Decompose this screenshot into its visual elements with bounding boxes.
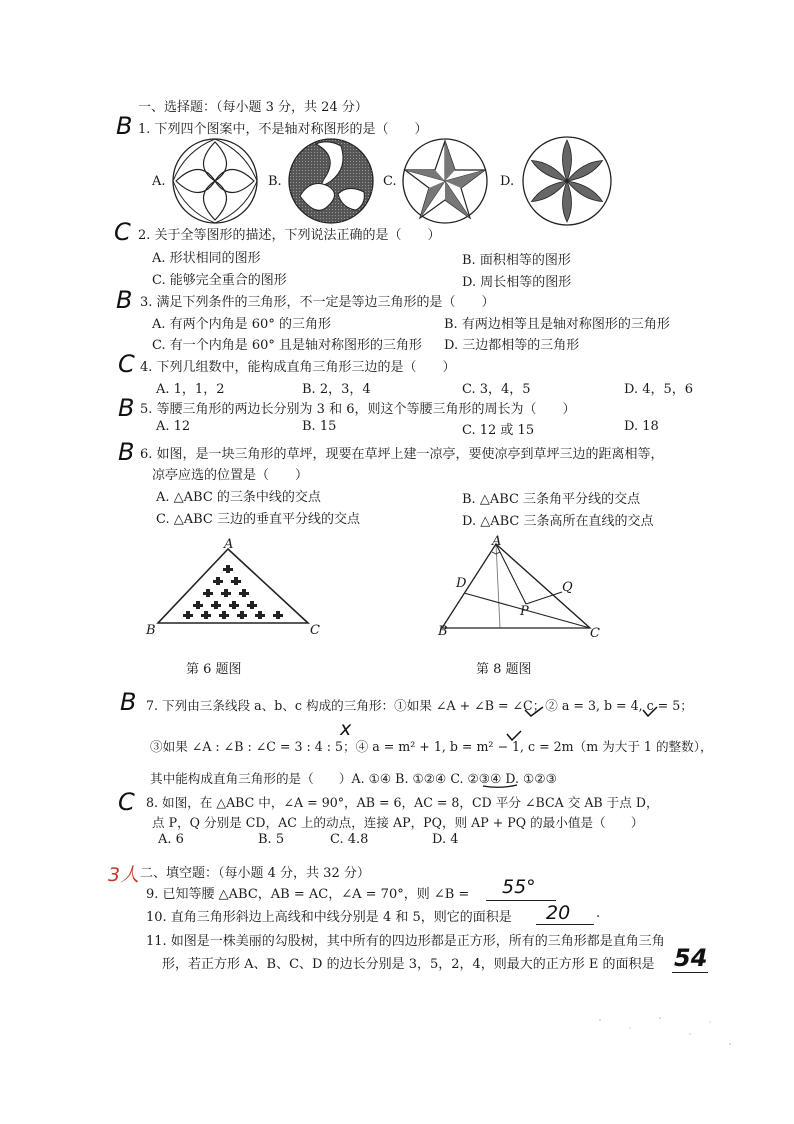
q5-handwritten-answer: B [118, 394, 135, 422]
q4-handwritten-answer: C [118, 350, 135, 378]
q1-option-d-label: D. [500, 174, 515, 189]
q8-line-2: 点 P，Q 分别是 CD，AC 上的动点，连接 AP，PQ，则 AP + PQ 的最小值是（ ） [152, 815, 644, 830]
q6-option-b: B. △ABC 三条角平分线的交点 [462, 492, 641, 507]
figure-6-label-a: A [224, 537, 234, 552]
q2-option-c: C. 能够完全重合的图形 [152, 273, 287, 288]
q4-option-d: D. 4，5，6 [624, 382, 694, 397]
q1-option-a-label: A. [152, 174, 166, 189]
q6-option-d: D. △ABC 三条高所在直线的交点 [462, 514, 654, 529]
q1-option-b-label: B. [268, 174, 282, 189]
figure-8-label-p: P [520, 604, 529, 619]
figure-6-caption: 第 6 题图 [186, 662, 242, 677]
figure-8-label-d: D [456, 576, 467, 591]
figure-8-label-b: B [438, 624, 448, 639]
q1-stem: 1. 下列四个图案中，不是轴对称图形的是（ ） [138, 122, 428, 137]
q3-option-b: B. 有两边相等且是轴对称图形的三角形 [444, 317, 670, 332]
q11-handwritten-answer: 54 [674, 944, 708, 972]
q8-option-d: D. 4 [432, 832, 459, 847]
section2-score-mark: 3人 [108, 864, 140, 886]
q11-line-1: 11. 如图是一株美丽的勾股树，其中所有的四边形都是正方形，所有的三角形都是直角三角 [146, 934, 665, 949]
q10-handwritten-answer: 20 [546, 902, 571, 924]
grass-tuft-icon [223, 565, 233, 573]
figure-6-label-b: B [146, 623, 156, 638]
q8-option-a: A. 6 [158, 832, 184, 847]
q4-option-c: C. 3，4，5 [462, 382, 531, 397]
q7-handwritten-answer: B [120, 688, 137, 716]
q5-option-d: D. 18 [624, 419, 659, 434]
q10-answer-blank[interactable] [536, 924, 594, 925]
q7-underline-mark [482, 783, 518, 789]
q7-line-3: 其中能构成直角三角形的是（ ）A. ①④ B. ①②④ C. ②③④ D. ①②③ [150, 771, 557, 786]
figure-6-label-c: C [310, 623, 320, 638]
q10-tail: . [596, 906, 601, 921]
q2-option-a: A. 形状相同的图形 [152, 251, 261, 266]
q1-handwritten-answer: B [116, 112, 133, 140]
q4-option-b: B. 2，3，4 [302, 382, 371, 397]
q5-option-a: A. 12 [156, 419, 191, 434]
q7-line-1: 7. 下列由三条线段 a、b、c 构成的三角形：①如果 ∠A + ∠B = ∠C；② a = 3, b = 4, c = 5； [146, 698, 693, 713]
q6-handwritten-answer: B [118, 438, 135, 466]
q7-check-mark-icon-3 [506, 730, 522, 742]
q6-stem-line-2: 凉亭应选的位置是（ ） [152, 468, 309, 483]
q2-stem: 2. 关于全等图形的描述，下列说法正确的是（ ） [138, 228, 441, 243]
q4-option-a: A. 1，1，2 [156, 382, 225, 397]
q11-answer-blank[interactable] [672, 972, 708, 973]
section1-header: 一、选择题：（每小题 3 分，共 24 分） [138, 100, 368, 115]
q7-check-mark-icon [524, 706, 544, 718]
figure-8-label-q: Q [562, 580, 573, 595]
q3-stem: 3. 满足下列条件的三角形，不一定是等边三角形的是（ ） [140, 295, 495, 310]
q8-line-1: 8. 如图，在 △ABC 中，∠A = 90°，AB = 6，AC = 8，CD 平分 ∠BCA 交 AB 于点 D， [146, 795, 659, 810]
q5-option-b: B. 15 [302, 419, 337, 434]
q9-answer-blank[interactable] [486, 900, 556, 901]
q3-option-d: D. 三边都相等的三角形 [444, 338, 580, 353]
figure-8-label-c: C [590, 626, 600, 641]
q9-text: 9. 已知等腰 △ABC，AB = AC，∠A = 70°，则 ∠B = [146, 887, 470, 902]
q2-option-d: D. 周长相等的图形 [462, 275, 572, 290]
q1-figure-d-flower-icon [520, 134, 614, 228]
figure-6-triangle-lawn [140, 535, 330, 650]
q2-option-b: B. 面积相等的图形 [462, 253, 571, 268]
q7-check-mark-icon-2 [642, 706, 658, 718]
figure-8-caption: 第 8 题图 [476, 662, 532, 677]
q3-handwritten-answer: B [116, 286, 133, 314]
q11-line-2: 形，若正方形 A、B、C、D 的边长分别是 3，5，2，4，则最大的正方形 E 的面积是 [162, 957, 655, 972]
q2-handwritten-answer: C [114, 218, 131, 246]
q7-line-2: ③如果 ∠A : ∠B : ∠C = 3 : 4 : 5；④ a = m² + 1, b = m² − 1, c = 2m（m 为大于 1 的整数）， [150, 739, 713, 754]
figure-8-label-a: A [492, 534, 502, 549]
section2-header: 二、填空题：（每小题 4 分，共 32 分） [140, 866, 370, 881]
q1-figure-c-star-icon [400, 136, 490, 226]
q5-option-c: C. 12 或 15 [462, 423, 535, 438]
q7-cross-mark: x [340, 718, 352, 740]
q6-option-a: A. △ABC 的三条中线的交点 [156, 490, 321, 505]
q1-option-c-label: C. [383, 174, 397, 189]
q1-figure-b-swirl-icon [286, 136, 376, 226]
q6-option-c: C. △ABC 三边的垂直平分线的交点 [156, 512, 361, 527]
q1-figure-a-four-petal-icon [170, 136, 260, 226]
q3-option-c: C. 有一个内角是 60° 且是轴对称图形的三角形 [152, 338, 423, 353]
q6-stem-line-1: 6. 如图，是一块三角形的草坪，现要在草坪上建一凉亭，要使凉亭到草坪三边的距离相等， [140, 447, 664, 462]
scan-specks [560, 1000, 760, 1060]
q10-text: 10. 直角三角形斜边上高线和中线分别是 4 和 5，则它的面积是 [146, 910, 512, 925]
q8-option-b: B. 5 [258, 832, 285, 847]
q4-stem: 4. 下列几组数中，能构成直角三角形三边的是（ ） [140, 360, 456, 375]
q8-option-c: C. 4.8 [330, 832, 369, 847]
q8-handwritten-answer: C [118, 788, 135, 816]
q5-stem: 5. 等腰三角形的两边长分别为 3 和 6，则这个等腰三角形的周长为（ ） [140, 402, 576, 417]
q3-option-a: A. 有两个内角是 60° 的三角形 [152, 317, 331, 332]
q9-handwritten-answer: 55° [502, 876, 536, 898]
